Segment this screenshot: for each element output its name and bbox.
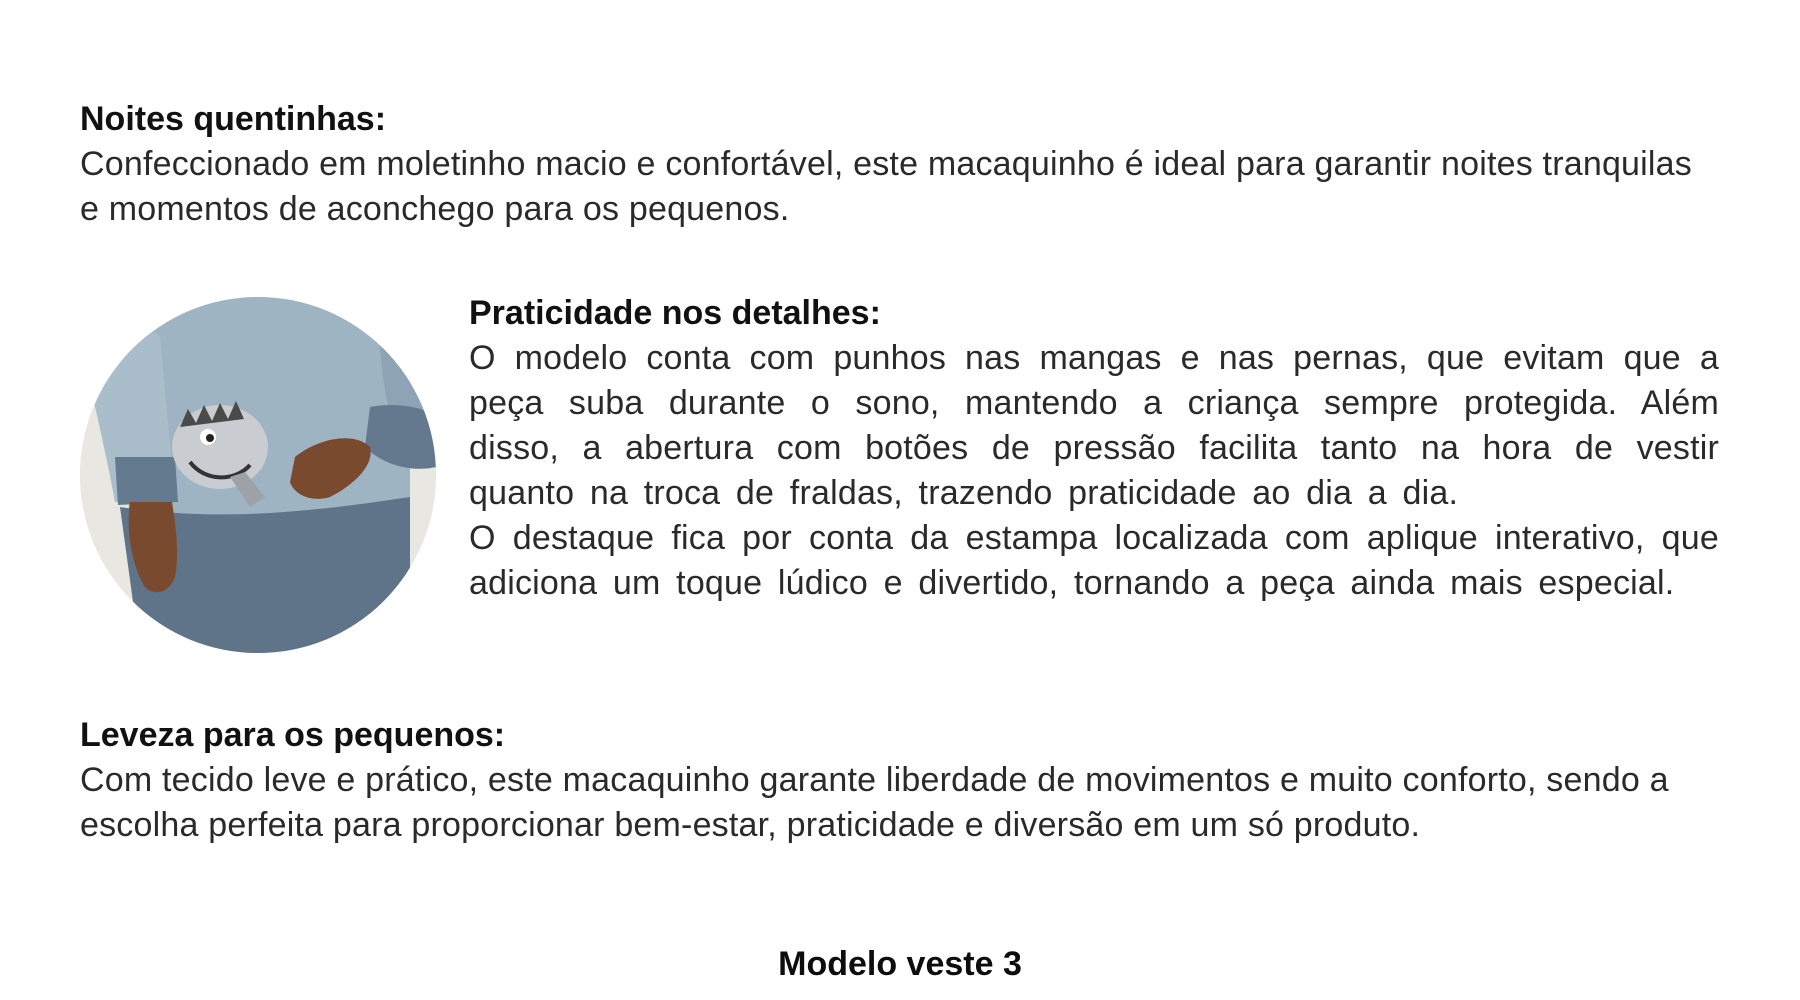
section-heading: Noites quentinhas: [80,100,387,138]
section-praticidade [469,291,1719,606]
section-leveza [80,713,1740,848]
section-text-2: O destaque fica por conta da estampa localizada com aplique interativo, que adiciona um toque lúdico e divertido, tornando a peça ainda mais especial. [469,519,1719,602]
section-noites-quentinhas [80,97,1720,232]
section-text: Com tecido leve e prático, este macaquinho garante liberdade de movimentos e muito conforto, sendo a escolha perfeita para proporcionar bem-estar, praticidade e diversão em um só produto. [80,761,1669,844]
section-text-1: O modelo conta com punhos nas mangas e nas pernas, que evitam que a peça suba durante o sono, mantendo a criança sempre protegida. Além disso, a abertura com botões de pressão facilita tanto na hora de vestir quanto na troca de fraldas, trazendo praticidade ao dia a dia. [469,339,1719,512]
product-detail-image [80,297,436,653]
section-text: Confeccionado em moletinho macio e confortável, este macaquinho é ideal para garantir noites tranquilas e momentos de aconchego para os pequenos. [80,145,1692,228]
romper-dino-applique-illustration [80,297,436,653]
section-heading: Praticidade nos detalhes: [469,294,881,332]
model-size-caption: Modelo veste 3 [778,945,1022,983]
section-heading: Leveza para os pequenos: [80,716,506,754]
